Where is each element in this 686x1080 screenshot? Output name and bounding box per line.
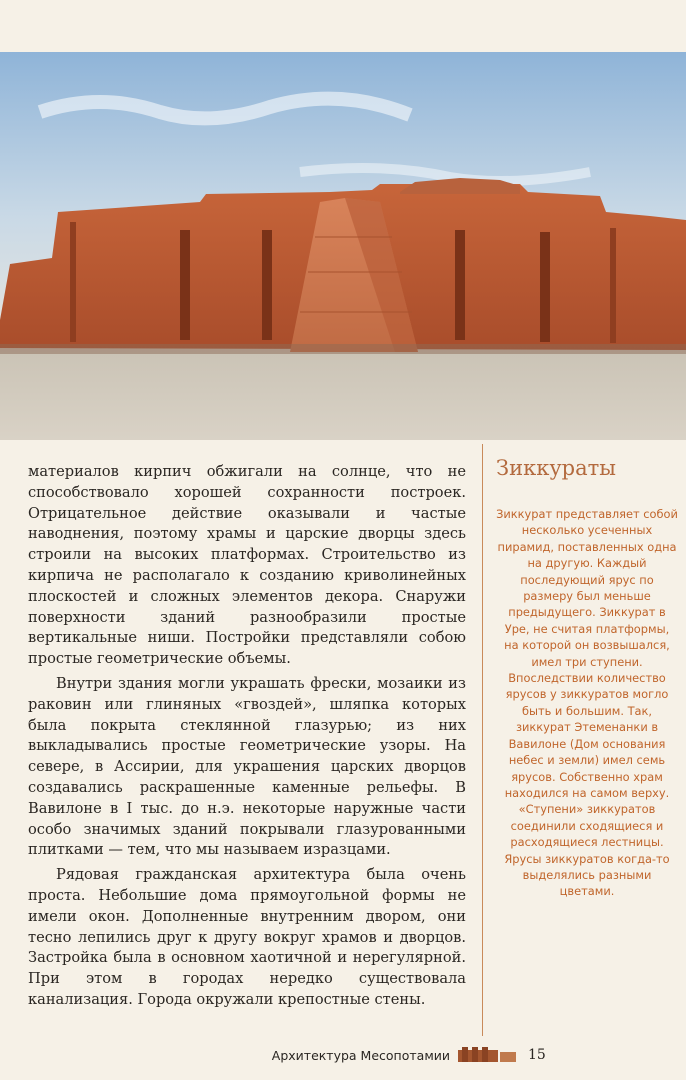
sidebar-title: Зиккураты	[496, 456, 616, 480]
running-title: Архитектура Месопотамии	[271, 1048, 450, 1063]
main-text-column	[28, 462, 466, 1011]
ziggurat-photo	[0, 52, 686, 440]
paragraph-1: материалов кирпич обжигали на солнце, что не способствовало хорошей сохранности построек. Отрицательное действие оказывали и частые наводнения, поэтому храмы и царские дворцы здесь строили на высоких платформах. Строительство из кирпича не располагало к созданию криволинейных плоскостей и сложных элементов декора. Снаружи поверхности зданий разнообразили простые вертикальные ниши. Постройки представляли собою простые геометрические объемы.	[28, 463, 466, 668]
sidebar-divider	[482, 444, 483, 1036]
page-footer	[0, 1040, 686, 1080]
sidebar-box	[496, 456, 678, 900]
paragraph-2: Внутри здания могли украшать фрески, мозаики из раковин или глиняных «гвоздей», шляпка которых была покрыта стеклянной глазурью; из них выкладывались простые геометрические узоры. На севере, в Ассирии, для украшения царских дворцов создавались раскрашенные каменные рельефы. В Вавилоне в I тыс. до н.э. некоторые наружные части особо значимых зданий покрывали глазурованными плитками — тем, что мы называем изразцами.	[28, 674, 466, 859]
sidebar-text: Зиккурат представляет собой несколько усеченных пирамид, поставленных одна на другую. Каждый последующий ярус по размеру был меньше предыдущего. Зиккурат в Уре, не считая платформы, на которой он возвышался, имел три ступени. Впоследствии количество ярусов у зиккуратов могло быть и большим. Так, зиккурат Этеменанки в Вавилоне (Дом основания небес и земли) имел семь ярусов. Собственно храм находился на самом верху. «Ступени» зиккуратов соединили сходящиеся и расходящиеся лестницы. Ярусы зиккуратов когда-то выделялись разными цветами.	[496, 507, 678, 899]
page-number: 15	[528, 1047, 546, 1063]
paragraph-3: Рядовая гражданская архитектура была очень проста. Небольшие дома прямоугольной формы не имели окон. Дополненные внутренним двором, они тесно лепились друг к другу вокруг храмов и дворцов. Застройка была в основном хаотичной и нерегулярной. При этом в городах нередко существовала канализация. Города окружали крепостные стены.	[28, 866, 466, 1008]
ziggurat-illustration	[0, 52, 686, 440]
footer-ornament-icon	[458, 1046, 518, 1064]
